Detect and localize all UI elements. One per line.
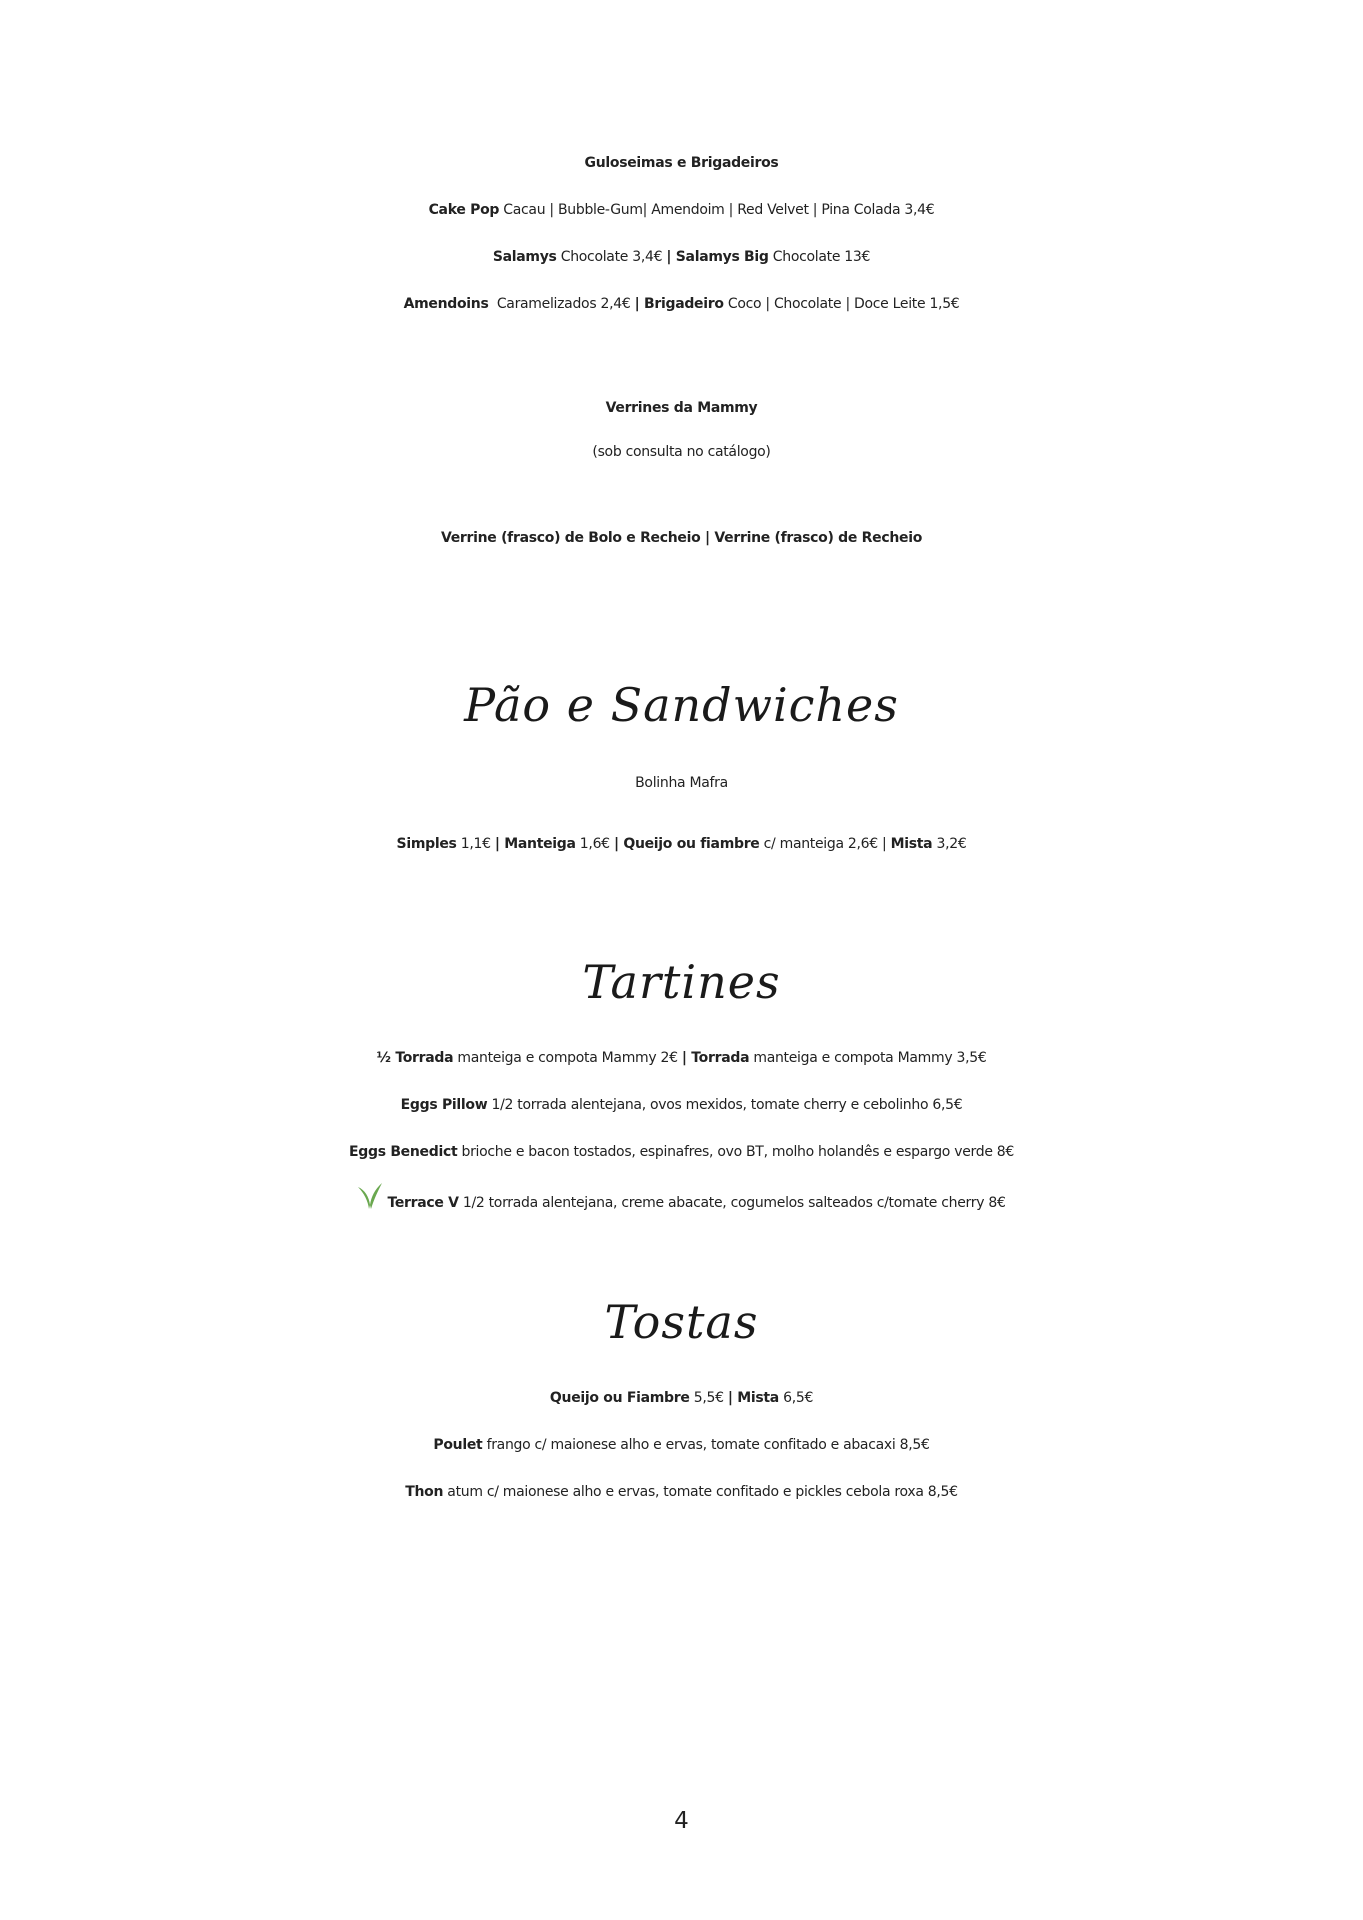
item-name: Eggs Benedict (349, 1144, 458, 1160)
item-name: Eggs Pillow (400, 1097, 488, 1113)
item-name: Mista (732, 1390, 779, 1406)
separator: | (681, 1050, 687, 1066)
item-desc: 1,1€ (456, 836, 495, 852)
item-desc: 1/2 torrada alentejana, ovos mexidos, tomate cherry e cebolinho 6,5€ (487, 1097, 963, 1113)
item-desc: 6,5€ (778, 1390, 814, 1406)
item-name: ½ Torrada (376, 1050, 454, 1066)
menu-line-cake-pop (0, 192, 1363, 228)
item-desc: 5,5€ (689, 1390, 728, 1406)
section-title-guloseimas: Guloseimas e Brigadeiros (584, 155, 779, 171)
item-name: Brigadeiro (639, 296, 724, 312)
item-name: Simples (396, 836, 457, 852)
item-desc: manteiga e compota Mammy 2€ (453, 1050, 682, 1066)
item-name: Salamys (492, 249, 557, 265)
item-desc: 1,6€ (575, 836, 614, 852)
item-desc: Chocolate 13€ (768, 249, 871, 265)
item-desc: c/ manteiga 2,6€ | (759, 836, 891, 852)
item-desc: manteiga e compota Mammy 3,5€ (749, 1050, 987, 1066)
section-title-verrines: Verrines da Mammy (605, 400, 758, 416)
menu-line-pao (0, 826, 1363, 862)
item-name: Thon (405, 1484, 444, 1500)
verrines-note: (sob consulta no catálogo) (592, 444, 771, 460)
item-name: Terrace V (387, 1195, 459, 1211)
item-desc: Coco | Chocolate | Doce Leite 1,5€ (723, 296, 960, 312)
menu-line-thon (0, 1474, 1363, 1510)
section-title-tartines: Tartines (582, 955, 781, 1009)
separator: | (613, 836, 619, 852)
item-desc: 3,2€ (932, 836, 967, 852)
item-desc: Cacau | Bubble-Gum| Amendoim | Red Velvet | Pina Colada 3,4€ (499, 202, 935, 218)
vegan-leaf-icon (357, 1181, 383, 1211)
menu-line-terrace-v (0, 1181, 1363, 1221)
item-name: Cake Pop (428, 202, 500, 218)
menu-line-eggs-pillow (0, 1087, 1363, 1123)
separator: | (494, 836, 500, 852)
item-name: Queijo ou Fiambre (549, 1390, 690, 1406)
menu-line-poulet (0, 1427, 1363, 1463)
item-name: Amendoins (403, 296, 489, 312)
item-desc: brioche e bacon tostados, espinafres, ovo BT, molho holandês e espargo verde 8€ (457, 1144, 1014, 1160)
menu-line-salamys (0, 239, 1363, 275)
separator: | (727, 1390, 733, 1406)
section-title-tostas: Tostas (604, 1295, 759, 1349)
section-title-pao-sandwiches: Pão e Sandwiches (464, 678, 899, 732)
separator: | (634, 296, 640, 312)
item-name: Torrada (686, 1050, 750, 1066)
item-desc: frango c/ maionese alho e ervas, tomate confitado e abacaxi 8,5€ (482, 1437, 930, 1453)
menu-line-torrada (0, 1040, 1363, 1076)
page-number: 4 (674, 1808, 689, 1834)
verrines-items: Verrine (frasco) de Bolo e Recheio | Verrine (frasco) de Recheio (440, 530, 923, 546)
item-name: Salamys Big (671, 249, 769, 265)
menu-line-eggs-benedict (0, 1134, 1363, 1170)
item-name: Queijo ou fiambre (618, 836, 760, 852)
item-desc: Chocolate 3,4€ (556, 249, 667, 265)
item-name: Mista (890, 836, 933, 852)
item-desc: atum c/ maionese alho e ervas, tomate confitado e pickles cebola roxa 8,5€ (443, 1484, 958, 1500)
separator: | (666, 249, 672, 265)
item-desc: 1/2 torrada alentejana, creme abacate, cogumelos salteados c/tomate cherry 8€ (458, 1195, 1006, 1211)
menu-line-amendoins (0, 286, 1363, 322)
pao-subtitle: Bolinha Mafra (635, 775, 728, 791)
menu-line-queijo-mista (0, 1380, 1363, 1416)
item-desc: Caramelizados 2,4€ (488, 296, 635, 312)
item-name: Manteiga (499, 836, 576, 852)
item-name: Poulet (433, 1437, 483, 1453)
